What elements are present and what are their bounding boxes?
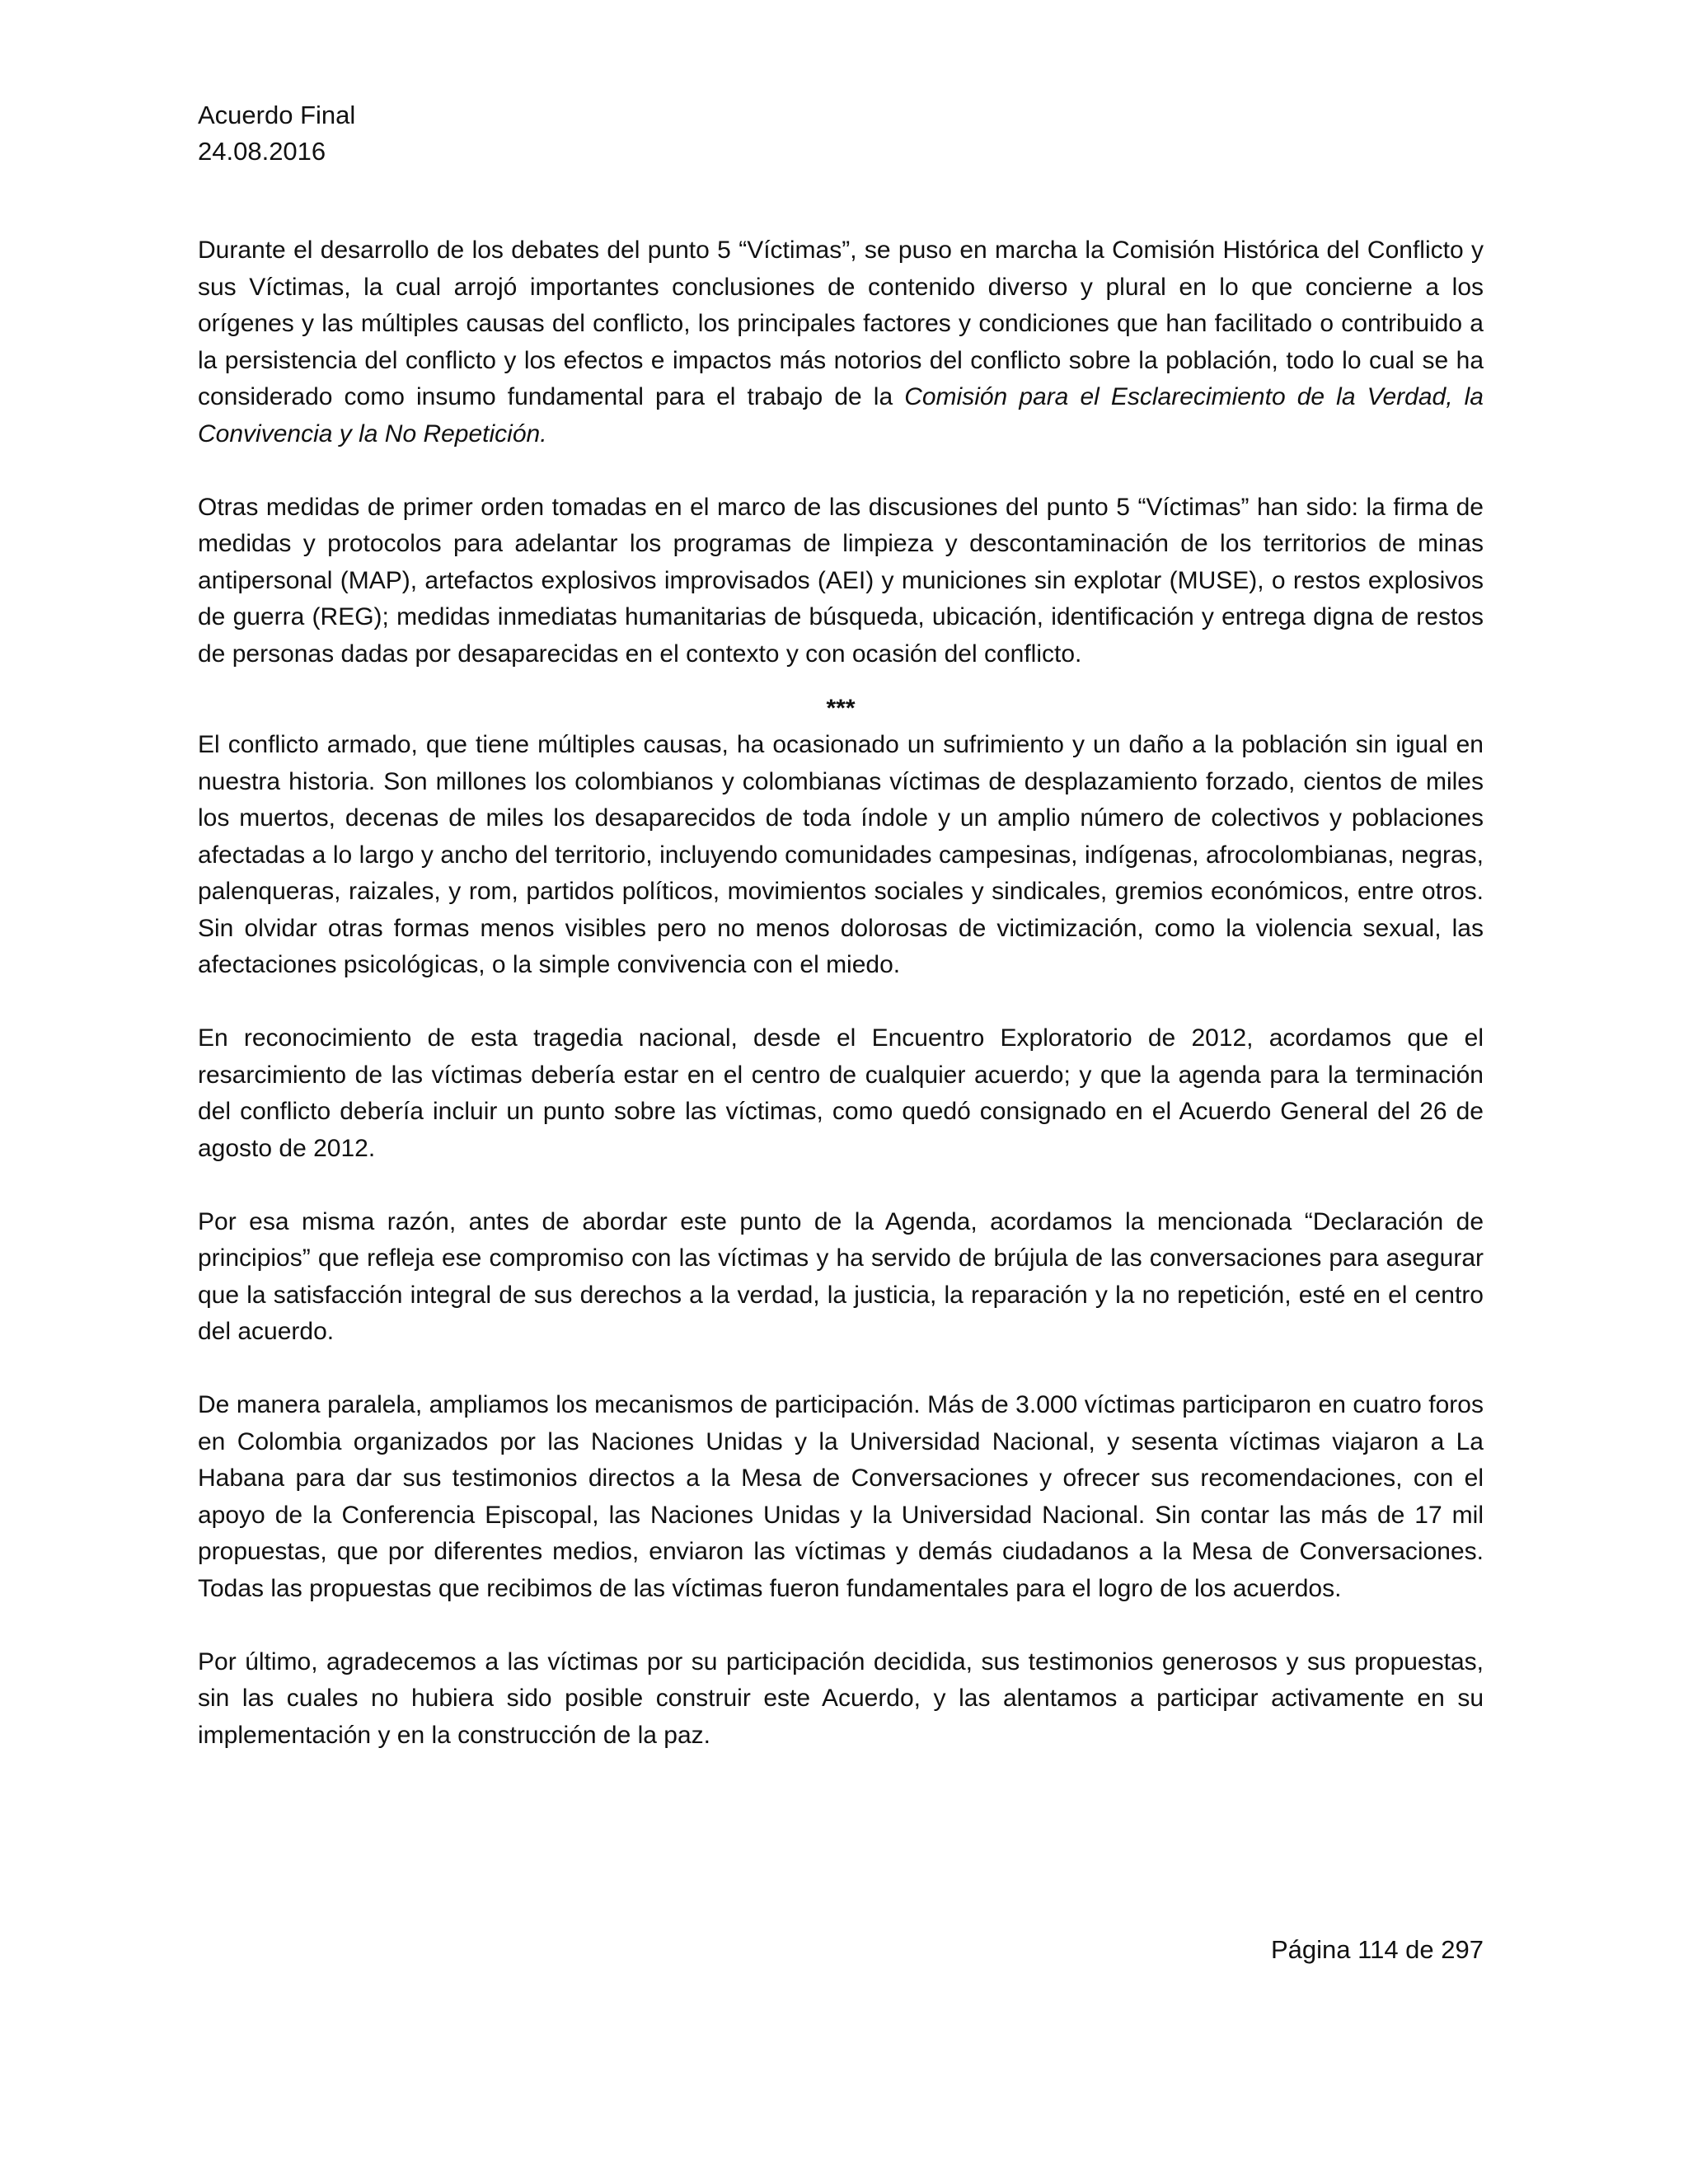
paragraph-agradecimiento: Por último, agradecemos a las víctimas por su participación decidida, sus testimonios generosos y sus propuestas, sin las cuales no hubiera sido posible construir este Acuerdo, y las alentamos a participar activamente en su implementación y en la construcción de la paz. [198,1647,1484,1749]
paragraph-comision-historica [198,232,1484,452]
paragraph-conflicto-armado: El conflicto armado, que tiene múltiples causas, ha ocasionado un sufrimiento y un daño a la población sin igual en nuestra historia. Son millones los colombianos y colombianas víctimas de desplazamiento forzado, cientos de miles los muertos, decenas de miles los desaparecidos de toda índole y un amplio número de colectivos y poblaciones afectadas a lo largo y ancho del territorio, incluyendo comunidades campesinas, indígenas, afrocolombianas, negras, palenqueras, raizales, y rom, partidos políticos, movimientos sociales y sindicales, gremios económicos, entre otros. Sin olvidar otras formas menos visibles pero no menos dolorosas de victimización, como la violencia sexual, las afectaciones psicológicas, o la simple convivencia con el miedo. [198,731,1484,978]
paragraph-participacion: De manera paralela, ampliamos los mecanismos de participación. Más de 3.000 víctimas participaron en cuatro foros en Colombia organizados por las Naciones Unidas y la Universidad Nacional, y sesenta víctimas viajaron a La Habana para dar sus testimonios directos a la Mesa de Conversaciones y ofrecer sus recomendaciones, con el apoyo de la Conferencia Episcopal, las Naciones Unidas y la Universidad Nacional. Sin contar las más de 17 mil propuestas, que por diferentes medios, enviaron las víctimas y demás ciudadanos a la Mesa de Conversaciones. Todas las propuestas que recibimos de las víctimas fueron fundamentales para el logro de los acuerdos. [198,1391,1484,1602]
page-number: Página 114 de 297 [1271,1935,1484,1964]
paragraph-reconocimiento: En reconocimiento de esta tragedia nacional, desde el Encuentro Exploratorio de 2012, acordamos que el resarcimiento de las víctimas debería estar en el centro de cualquier acuerdo; y que la agenda para la terminación del conflicto debería incluir un punto sobre las víctimas, como quedó consignado en el Acuerdo General del 26 de agosto de 2012. [198,1024,1484,1162]
paragraph-otras-medidas: Otras medidas de primer orden tomadas en el marco de las discusiones del punto 5 “Víctimas” han sido: la firma de medidas y protocolos para adelantar los programas de limpieza y descontaminación de los territorios de minas antipersonal (MAP), artefactos explosivos improvisados (AEI) y municiones sin explotar (MUSE), o restos explosivos de guerra (REG); medidas inmediatas humanitarias de búsqueda, ubicación, identificación y entrega digna de restos de personas dadas por desaparecidas en el contexto y con ocasión del conflicto. [198,493,1484,668]
paragraph-declaracion-principios: Por esa misma razón, antes de abordar este punto de la Agenda, acordamos la mencionada “Declaración de principios” que refleja ese compromiso con las víctimas y ha servido de brújula de las conversaciones para asegurar que la satisfacción integral de sus derechos a la verdad, la justicia, la reparación y la no repetición, esté en el centro del acuerdo. [198,1207,1484,1345]
paragraph-text: Durante el desarrollo de los debates del punto 5 “Víctimas”, se puso en marcha la Comisión Histórica del Conflicto y sus Víctimas, la cual arrojó importantes conclusiones de contenido diverso y plural en lo que concierne a los orígenes y las múltiples causas del conflicto, los principales factores y condiciones que han facilitado o contribuido a la persistencia del conflicto y los efectos e impactos más notorios del conflicto sobre la población, todo lo cual se ha considerado como insumo fundamental para el trabajo de la [198,237,1484,410]
document-header [198,97,355,170]
paragraph-italic-text: Comisión para el Esclarecimiento de la Verdad, la Convivencia y la No Repetición. [198,383,1484,448]
document-body [198,232,1484,1754]
section-separator: *** [826,695,856,722]
document-title: Acuerdo Final [198,101,356,129]
document-date: 24.08.2016 [198,137,326,166]
